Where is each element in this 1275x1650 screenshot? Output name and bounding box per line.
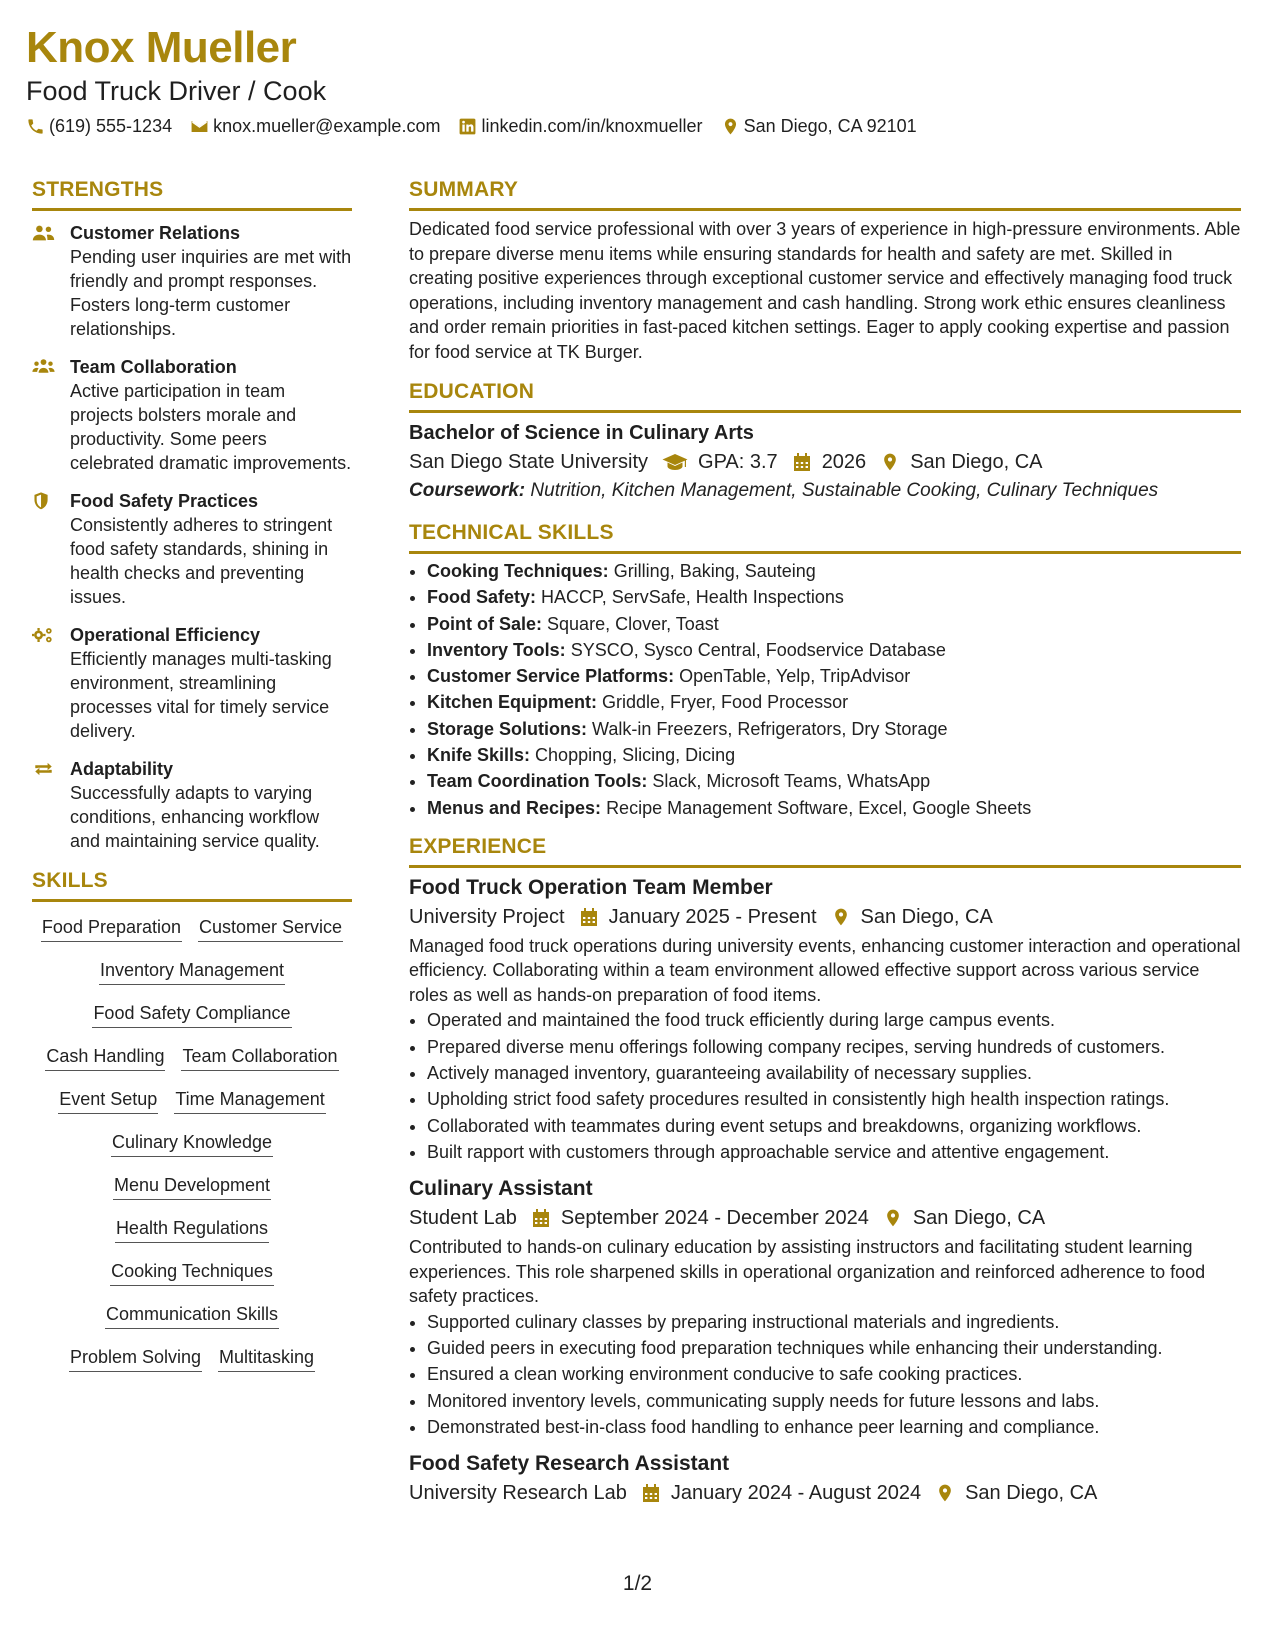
section-divider: [409, 865, 1241, 868]
skill-tag: Team Collaboration: [181, 1045, 338, 1071]
strength-desc: Pending user inquiries are met with friendly and prompt responses. Fosters long-term customer relationships.: [70, 247, 352, 339]
skill-tag: Food Preparation: [41, 916, 182, 942]
coursework-label: Coursework:: [409, 480, 526, 501]
skill-label: Menus and Recipes:: [427, 797, 602, 818]
experience-entry: [409, 1175, 1241, 1440]
strength-title: Food Safety Practices: [70, 491, 259, 511]
calendar-icon: [531, 1208, 551, 1228]
skill-tag: Time Management: [174, 1088, 325, 1114]
skills-heading: SKILLS: [32, 869, 108, 892]
skill-value: OpenTable, Yelp, TripAdvisor: [679, 666, 911, 687]
section-divider: [409, 208, 1241, 211]
job-role: Culinary Assistant: [409, 1177, 593, 1201]
job-location: San Diego, CA: [912, 1207, 1046, 1230]
job-location: San Diego, CA: [965, 1482, 1098, 1505]
email-link[interactable]: knox.mueller@example.com: [213, 116, 441, 136]
skills-section: [32, 867, 352, 1389]
job-description: Managed food truck operations during university events, enhancing customer interaction and operational efficiency. Collaborating within a team environment allowed effective support across various service roles as well as hands-on preparation of food items.: [409, 935, 1241, 1005]
job-role: Food Safety Research Assistant: [409, 1452, 730, 1476]
experience-heading: EXPERIENCE: [409, 834, 547, 858]
list-item: [427, 611, 1241, 637]
list-item: [427, 742, 1241, 768]
graduation-year: 2026: [821, 451, 867, 473]
job-bullets: [409, 1309, 1241, 1440]
skill-tag: Customer Service: [198, 916, 343, 942]
list-item: • Monitored inventory levels, communicating supply needs for future lessons and labs.: [427, 1388, 1241, 1414]
skill-tag: Cash Handling: [45, 1045, 165, 1071]
team-icon: [32, 357, 55, 377]
skill-tag: Event Setup: [58, 1088, 158, 1114]
experience-entry: [409, 1450, 1241, 1508]
linkedin-link[interactable]: linkedin.com/in/knoxmueller: [481, 116, 703, 136]
contact-bar: [26, 116, 1246, 137]
map-pin-icon: [883, 1208, 903, 1228]
job-dates: September 2024 - December 2024: [560, 1207, 869, 1230]
skill-tag: Inventory Management: [99, 959, 285, 985]
skill-label: Storage Solutions:: [427, 718, 588, 739]
list-item: [427, 768, 1241, 794]
section-divider: [409, 551, 1241, 554]
list-item: • Upholding strict food safety procedures resulted in consistently high health inspection ratings.: [427, 1086, 1241, 1112]
skill-value: Recipe Management Software, Excel, Google Sheets: [606, 797, 1032, 818]
contact-email[interactable]: [190, 116, 440, 137]
skill-value: SYSCO, Sysco Central, Foodservice Database: [570, 639, 946, 660]
strength-title: Operational Efficiency: [70, 625, 261, 645]
list-item: [427, 663, 1241, 689]
technical-skills-list: [409, 558, 1241, 821]
skill-label: Cooking Techniques:: [427, 561, 609, 581]
skill-label: Customer Service Platforms:: [427, 666, 675, 687]
list-item: • Built rapport with customers through approachable service and attentive engagement.: [427, 1139, 1241, 1165]
skill-value: Square, Clover, Toast: [547, 613, 719, 634]
list-item: • Ensured a clean working environment conducive to safe cooking practices.: [427, 1361, 1241, 1387]
phone-icon: [26, 117, 45, 136]
calendar-icon: [579, 907, 599, 927]
contact-location: [721, 116, 917, 137]
gpa-text: GPA: 3.7: [698, 451, 778, 473]
map-pin-icon: [721, 117, 740, 136]
list-item: • Demonstrated best-in-class food handling to enhance peer learning and compliance.: [427, 1414, 1241, 1440]
list-item: • Operated and maintained the food truck efficiently during large campus events.: [427, 1007, 1241, 1033]
location-text: San Diego, CA 92101: [743, 116, 917, 136]
strengths-heading: STRENGTHS: [32, 178, 164, 201]
strength-desc: Efficiently manages multi-tasking environment, streamlining processes vital for timely service delivery.: [70, 649, 332, 741]
strength-title: Adaptability: [70, 759, 174, 779]
skill-label: Point of Sale:: [427, 613, 543, 634]
job-meta: [409, 1203, 1241, 1233]
summary-section: [409, 176, 1241, 364]
strength-item: [32, 757, 352, 853]
map-pin-icon: [880, 452, 900, 472]
skill-tag: Health Regulations: [115, 1217, 269, 1243]
list-item: [427, 689, 1241, 715]
skill-tag: Food Safety Compliance: [92, 1002, 291, 1028]
section-divider: [32, 899, 352, 902]
skill-tag: Problem Solving: [69, 1346, 202, 1372]
education-meta: [409, 447, 1241, 477]
job-role: Food Truck Operation Team Member: [409, 875, 773, 899]
job-location: San Diego, CA: [860, 905, 993, 928]
degree-title: Bachelor of Science in Culinary Arts: [409, 422, 754, 444]
job-org: Student Lab: [409, 1207, 517, 1230]
list-item: [427, 716, 1241, 742]
job-org: University Project: [409, 905, 565, 928]
list-item: • Prepared diverse menu offerings following company recipes, serving hundreds of customers.: [427, 1034, 1241, 1060]
map-pin-icon: [935, 1483, 955, 1503]
users-icon: [32, 223, 55, 243]
coursework-line: [409, 477, 1241, 505]
technical-skills-heading: TECHNICAL SKILLS: [409, 521, 614, 544]
strength-desc: Active participation in team projects bolsters morale and productivity. Some peers celebrated dramatic improvements.: [70, 381, 352, 473]
skills-tag-list: [32, 916, 352, 1389]
skill-label: Food Safety:: [427, 587, 537, 608]
page-number: 1/2: [622, 1572, 653, 1595]
shield-icon: [32, 491, 55, 511]
education-section: [409, 378, 1241, 505]
job-bullets: [409, 1007, 1241, 1165]
gears-icon: [32, 625, 55, 645]
skill-tag: Culinary Knowledge: [111, 1131, 273, 1157]
skill-value: Walk-in Freezers, Refrigerators, Dry Storage: [592, 718, 948, 739]
calendar-icon: [792, 452, 812, 472]
list-item: [427, 795, 1241, 821]
resume-header: [26, 22, 1246, 137]
calendar-icon: [641, 1483, 661, 1503]
job-description: Contributed to hands-on culinary education by assisting instructors and facilitating student learning experiences. This role sharpened skills in operational organization and reinforced adherence to food safety practices.: [409, 1237, 1206, 1307]
strength-title: Customer Relations: [70, 223, 241, 243]
skill-tag: Cooking Techniques: [110, 1260, 274, 1286]
strength-item: [32, 489, 352, 609]
contact-linkedin[interactable]: [458, 116, 702, 137]
skill-tag: Multitasking: [218, 1346, 315, 1372]
strengths-section: [32, 176, 352, 853]
section-divider: [409, 410, 1241, 413]
list-item: • Collaborated with teammates during event setups and breakdowns, organizing workflows.: [427, 1113, 1241, 1139]
coursework-text: Nutrition, Kitchen Management, Sustainable Cooking, Culinary Techniques: [530, 480, 1159, 501]
list-item: • Guided peers in executing food preparation techniques while enhancing their understanding.: [427, 1335, 1241, 1361]
job-title: Food Truck Driver / Cook: [26, 76, 327, 106]
summary-text: Dedicated food service professional with over 3 years of experience in high-pressure environments. Able to prepare diverse menu items while ensuring standards for health and safety are met. Skilled in creating positive experiences through exceptional customer service and effectively managing food truck operations, including inventory management and cash handling. Strong work ethic ensures cleanliness and order remain priorities in fast-paced kitchen settings. Eager to apply cooking expertise and passion for food service at TK Burger.: [409, 219, 1241, 362]
left-column: [32, 176, 352, 1389]
contact-phone: [26, 116, 172, 137]
skill-label: Team Coordination Tools:: [427, 771, 648, 792]
graduation-cap-icon: [662, 452, 688, 472]
skill-value: Griddle, Fryer, Food Processor: [602, 692, 849, 713]
envelope-icon: [190, 117, 209, 136]
list-item: [427, 584, 1241, 610]
skill-value: Grilling, Baking, Sauteing: [613, 561, 816, 581]
strength-item: [32, 355, 352, 475]
repeat-icon: [32, 759, 55, 779]
list-item: [427, 637, 1241, 663]
strength-title: Team Collaboration: [70, 357, 237, 377]
list-item: • Supported culinary classes by preparing instructional materials and ingredients.: [427, 1309, 1241, 1335]
job-dates: January 2025 - Present: [608, 905, 817, 928]
strength-item: [32, 221, 352, 341]
experience-section: [409, 833, 1241, 1508]
list-item: • Actively managed inventory, guaranteeing availability of necessary supplies.: [427, 1060, 1241, 1086]
experience-entry: [409, 874, 1241, 1165]
strength-item: [32, 623, 352, 743]
strength-desc: Consistently adheres to stringent food safety standards, shining in health checks and preventing issues.: [70, 515, 333, 607]
job-org: University Research Lab: [409, 1482, 627, 1505]
skill-label: Inventory Tools:: [427, 639, 566, 660]
job-meta: [409, 1478, 1241, 1508]
skill-tag: Menu Development: [113, 1174, 271, 1200]
education-heading: EDUCATION: [409, 380, 535, 403]
skill-label: Knife Skills:: [427, 745, 531, 766]
school-name: San Diego State University: [409, 451, 649, 473]
map-pin-icon: [831, 907, 851, 927]
summary-heading: SUMMARY: [409, 178, 519, 201]
job-meta: [409, 902, 1241, 932]
section-divider: [32, 208, 352, 211]
strength-desc: Successfully adapts to varying conditions, enhancing workflow and maintaining service quality.: [70, 783, 320, 851]
skill-value: Chopping, Slicing, Dicing: [535, 745, 736, 766]
skill-tag: Communication Skills: [105, 1303, 279, 1329]
skill-value: HACCP, ServSafe, Health Inspections: [541, 587, 844, 608]
phone-text: (619) 555-1234: [49, 116, 173, 136]
candidate-name: Knox Mueller: [26, 23, 297, 72]
job-dates: January 2024 - August 2024: [670, 1482, 922, 1505]
skill-label: Kitchen Equipment:: [427, 692, 597, 713]
linkedin-icon: [458, 117, 477, 136]
right-column: [409, 176, 1241, 1508]
list-item: [427, 558, 1241, 584]
technical-skills-section: [409, 519, 1241, 821]
skill-value: Slack, Microsoft Teams, WhatsApp: [652, 771, 931, 792]
education-location: San Diego, CA: [910, 451, 1043, 473]
